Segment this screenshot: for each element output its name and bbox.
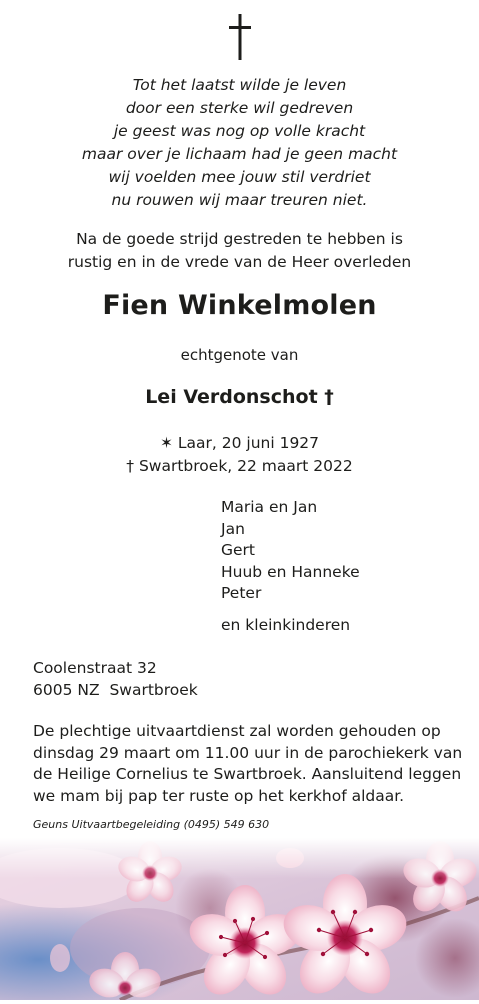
- address-city: 6005 NZ Swartbroek: [33, 680, 198, 699]
- life-dates: [0, 432, 479, 478]
- cherry-blossom-photo: [0, 838, 479, 1000]
- intro-line: rustig en in de vrede van de Heer overleden: [67, 253, 412, 271]
- family-list: [221, 497, 360, 636]
- family-member: Huub en Hanneke: [221, 562, 360, 581]
- undertaker-credit: Geuns Uitvaartbegeleiding (0495) 549 630: [33, 818, 270, 831]
- service-info: [33, 721, 463, 807]
- poem-line: nu rouwen wij maar treuren niet.: [111, 191, 368, 209]
- cross-icon: [0, 12, 479, 62]
- announcement-intro: [0, 228, 479, 274]
- spouse-label: echtgenote van: [180, 346, 299, 364]
- family-member: Peter: [221, 584, 262, 602]
- family-member: Jan: [221, 519, 245, 538]
- deceased-name: Fien Winkelmolen: [102, 290, 377, 321]
- intro-line: Na de goede strijd gestreden te hebben is: [76, 230, 403, 248]
- address: [33, 658, 198, 701]
- service-line: De plechtige uitvaartdienst zal worden gehouden op: [33, 722, 441, 740]
- service-line: dinsdag 29 maart om 11.00 uur in de parochiekerk van: [33, 743, 463, 762]
- poem: [0, 74, 479, 212]
- poem-line: je geest was nog op volle kracht: [113, 122, 366, 140]
- birth-date: ✶ Laar, 20 juni 1927: [159, 434, 320, 452]
- service-line: de Heilige Cornelius te Swartbroek. Aansluitend leggen: [33, 765, 462, 783]
- family-member: Maria en Jan: [221, 498, 318, 516]
- address-street: Coolenstraat 32: [33, 659, 157, 677]
- poem-line: maar over je lichaam had je geen macht: [81, 145, 398, 163]
- poem-line: wij voelden mee jouw stil verdriet: [108, 168, 371, 186]
- poem-line: Tot het laatst wilde je leven: [132, 76, 347, 94]
- service-line: we mam bij pap ter ruste op het kerkhof aldaar.: [33, 786, 405, 805]
- spouse-name: Lei Verdonschot †: [145, 386, 334, 408]
- grandchildren: en kleinkinderen: [221, 615, 351, 634]
- family-member: Gert: [221, 541, 255, 559]
- poem-line: door een sterke wil gedreven: [125, 99, 354, 117]
- death-date: † Swartbroek, 22 maart 2022: [126, 457, 353, 475]
